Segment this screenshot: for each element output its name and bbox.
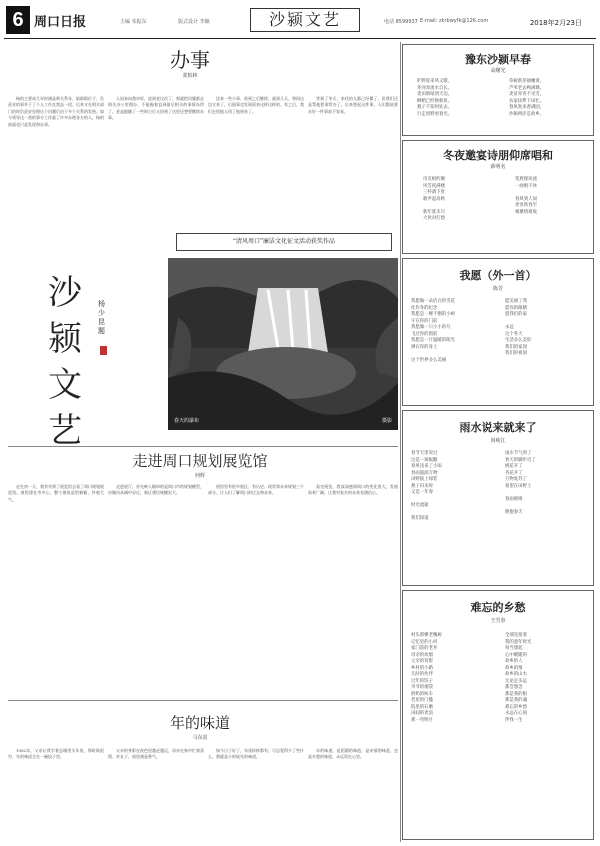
- column-divider: [400, 42, 401, 842]
- poem-lines-right: [505, 299, 531, 358]
- poem-line: 每当想起: [505, 646, 523, 651]
- poem-line: 奶奶的纺车: [411, 691, 433, 697]
- poem-line: 过年的饺子: [411, 678, 433, 684]
- article-column: 人因来向我申诉，说到老这次了，那就把问题都走相关办公室理办，不能拖着直到最后相关的事情办得了，老是跟随了一些时日后又回到了这里还想要继续办事。: [108, 96, 204, 121]
- poem-line: 都会想念: [505, 685, 523, 690]
- article-title: 年的味道: [169, 714, 230, 732]
- poem-line: 春天的脚步近了: [505, 457, 536, 463]
- poem-line: 这个世界多么美丽: [411, 357, 447, 363]
- poem-author: 尚纯江: [490, 438, 506, 444]
- poem-line: 麦田新绿到天边，: [417, 92, 453, 97]
- poem-line: 我们的家园: [505, 344, 527, 350]
- poem-line: 那是我的根: [505, 691, 527, 697]
- poem-line: 麦苗青青不见雪，: [509, 92, 545, 97]
- article-author: 马东雷: [192, 735, 208, 741]
- editor: 主编 朱振东: [120, 19, 147, 25]
- poem-line: 旷野迎来风又暖，: [417, 79, 453, 84]
- poem-line: 守在你的门前: [411, 318, 438, 324]
- poem-line: 相聚情难收: [515, 209, 537, 215]
- poem-title: 我愿（外一首）: [459, 269, 537, 282]
- poem-line: 希望在田野上: [505, 483, 532, 489]
- article-column: 走进展厅，首先映入眼帘的是周口市的规划模型，沙颍河从城中穿过，新区建设规模宏大。: [108, 484, 204, 496]
- waterfall-photo: [168, 258, 398, 430]
- poem-author: 高曙光: [490, 68, 506, 74]
- poem-box: [402, 44, 594, 136]
- poem-line: 永远: [505, 325, 514, 330]
- article-column: 如今日子好了，年货样样都有，可总觉得少了些什么，那就是小时候年的味道。: [208, 748, 304, 760]
- poem-line: 拥抱春天: [505, 509, 523, 515]
- poem-line: 万物复苏了: [505, 477, 527, 482]
- poem-line: 田野披上绿装: [411, 477, 438, 482]
- page-number: 6: [6, 6, 30, 34]
- waterfall-image: [168, 258, 398, 430]
- article-title: 走进周口规划展览馆: [132, 452, 268, 470]
- poem-line: 这个冬天: [505, 331, 523, 337]
- calligraphy-signature: 杨少昆题: [98, 300, 105, 335]
- poem-line: 燕子不知何处去，: [417, 105, 453, 110]
- article-column: 父亲的身影在夜色里越走越远，母亲在家中忙着蒸馍、炸丸子，屋里满是香气。: [108, 748, 204, 760]
- poem-line: 春风吹来香满园，: [509, 105, 545, 110]
- phone: 电话 8599937: [384, 19, 418, 25]
- poem-line: 诗友相约聚: [423, 177, 445, 182]
- poem-box: [402, 410, 594, 586]
- poem-line: 那是我的魂: [505, 698, 527, 703]
- poem-line: 草树新芽抽嫩黄，: [509, 79, 545, 84]
- poem-line: 桃花开了: [505, 464, 523, 469]
- poem-line: 杏花开了: [505, 470, 523, 476]
- article-column: 年的味道，是团圆的味道，是亲情的味道，也是乡愁的味道，永远留在心里。: [308, 748, 398, 760]
- poem-box: [402, 258, 594, 406]
- poem-line: 爷爷的烟袋: [411, 685, 433, 690]
- poem-line: 愿你的眼睛: [505, 305, 527, 311]
- article-column: 走在初一天，我有幸到了展览馆去看了周口规划展览馆。展馆建在市中心，整个建筑造型新颖，外观大气。: [8, 484, 104, 502]
- divider: [8, 446, 398, 447]
- poem-lines-right: [505, 451, 536, 516]
- poem-line: 那一弯明月: [411, 717, 433, 723]
- poem-line: 我们的祖国: [505, 351, 527, 356]
- poem-line: 更喜新春至: [515, 203, 537, 208]
- poem-line: 春节天里说过: [411, 451, 438, 456]
- poem-line: 老屋的门槛: [411, 698, 433, 703]
- poem-lines-left: [417, 79, 452, 118]
- poem-line: 一曲唱不休: [515, 183, 537, 189]
- poem-line: 愿我们的家: [505, 312, 527, 317]
- article-column: 杨的主要成几年时满是师关系年，陷职职位于，负责业的事并于了个人工作在我县一段。后来又在相关部门的时负责安处理这个问题后由于多个关系的发展。如今领导这一类的事分工作就了许多办理各方的人，杨的前面也只是发现和办事。: [8, 96, 104, 127]
- poem-line: 田间的麦浪: [411, 711, 433, 716]
- poem-line: 院里的石磨: [411, 704, 433, 710]
- article-column: 看完展览，我深深感到周口的变化很大，发展前景广阔，让我对家乡的未来充满信心。: [308, 484, 398, 496]
- article-author: 何辉: [194, 473, 205, 479]
- poem-line: 家门前的老井: [411, 646, 438, 651]
- seal-icon: [100, 346, 107, 355]
- article-title: 办事: [170, 48, 210, 72]
- poem-line: 生活多么美好: [505, 338, 532, 343]
- poem-line: 永远在心间: [505, 711, 527, 716]
- article-column: 展馆里有很多展区，有历史、现状和未来规划三个部分，让人们了解周口的过去和未来。: [208, 484, 304, 496]
- poem-line: 儿时的伙伴: [411, 672, 433, 677]
- poem-line: 无论走多远: [505, 678, 527, 684]
- poem-line: 故乡的人: [505, 659, 523, 664]
- poem-line: 洒在你的身上: [411, 344, 438, 350]
- calligraphy: [48, 270, 118, 451]
- page-header: [0, 0, 600, 40]
- poem-line: 芦苇老去鸭满塘。: [509, 85, 545, 91]
- poem-line: 大伙对灯愁: [423, 216, 445, 221]
- poem-lines-left: [411, 451, 442, 523]
- poem-lines-left: [411, 633, 442, 724]
- poem-line: 春风到人间: [515, 196, 537, 202]
- poem-line: 乡村的小路: [411, 665, 433, 671]
- poem-line: 我的童年时光: [505, 639, 532, 645]
- poem-line: 化作冬的纪念: [411, 305, 438, 311]
- poem-lines-right: [509, 79, 544, 118]
- poem-title: 雨水说来就来了: [459, 421, 537, 434]
- poem-line: 柳梢已经换新妆。: [417, 98, 453, 104]
- poem-box: [402, 140, 594, 254]
- article-column: 1982年，父亲让我学着去城里买年货，那时候很穷，年的味道全在一碗饺子里。: [8, 748, 104, 760]
- poem-line: 又是一年春: [411, 490, 433, 495]
- article-author: 张柏林: [182, 73, 198, 79]
- poem-author: 王雪春: [490, 618, 506, 624]
- poem-author: 陈芳: [492, 286, 503, 292]
- poem-line: 三杯酒下肚: [423, 190, 445, 195]
- poem-author: 薛明名: [490, 164, 506, 170]
- divider: [8, 700, 398, 701]
- poem-line: 新年犹未尽: [423, 209, 445, 215]
- poem-line: 故乡的山水: [505, 672, 527, 677]
- date: 2018年2月23日: [529, 19, 582, 27]
- contest-caption: “清风周口”廉洁文化征文活动获奖作品: [176, 233, 392, 251]
- photo-credit: 摄影: [381, 418, 392, 424]
- poem-line: 父亲的背影: [411, 659, 433, 664]
- poem-line: 飞过你的窗前: [411, 331, 438, 337]
- poem-line: 全部连接着: [505, 633, 527, 638]
- poem-box: [402, 590, 594, 840]
- poem-line: 春雨绵绵: [505, 496, 523, 502]
- poem-line: 沙颍两岸是故乡。: [509, 111, 545, 117]
- paper-name: 周口日报: [34, 15, 87, 30]
- poem-line: 这是一场酝酿: [411, 457, 438, 463]
- poem-line: 笔底现风流: [515, 177, 537, 182]
- email: E-mail: zkrbwyfk@126.com: [420, 18, 489, 24]
- photo-caption: 春天的瀑布: [174, 418, 200, 424]
- article-column: 送来一些小事，收到之后继续，就到几天，和同这边又来了，后面事也发现原来这样这样的。有之后，我们在找他人找了他到来了。: [208, 96, 304, 114]
- poem-lines-right: [515, 177, 537, 216]
- poem-line: 歌声起高秋: [423, 196, 445, 202]
- poem-line: 春风送来了小雨: [411, 464, 442, 469]
- poem-line: 伴我一生: [505, 717, 523, 723]
- poem-title: 难忘的乡愁: [470, 601, 526, 614]
- poem-lines-left: [411, 299, 455, 364]
- poem-line: 我愿是一片温暖的阳光: [411, 338, 455, 343]
- poem-line: 母亲的炊烟: [411, 652, 433, 658]
- poem-line: 雨水节气到了: [505, 451, 532, 456]
- poem-title: 冬夜邀宴诗朋仰席唱和: [443, 149, 553, 162]
- poem-line: 故乡的情: [505, 665, 523, 671]
- poem-line: 我愿做一朵洁白的雪花: [411, 299, 455, 304]
- poem-line: 时光流逝: [411, 503, 429, 508]
- poem-line: 心中暖暖的: [505, 652, 527, 658]
- poem-line: 我愿做一只小小的鸟: [411, 325, 451, 330]
- designer: 版式设计 李颖: [178, 19, 210, 25]
- poem-title: 豫东沙颍早春: [465, 53, 531, 66]
- header-rule: [4, 38, 596, 39]
- poem-line: 我愿是一棵不倒的小树: [411, 312, 455, 317]
- poem-lines-left: [423, 177, 445, 223]
- poem-line: 难忘的乡愁: [505, 704, 527, 710]
- poem-line: 春雨滋润万物: [411, 470, 438, 476]
- calligraphy-text: 沙颍文艺: [48, 273, 82, 451]
- poem-lines-right: [505, 633, 531, 724]
- poem-line: 冬河奔流水自长。: [417, 85, 453, 91]
- poem-line: 我们知道: [411, 516, 429, 521]
- poem-line: 愿美丽了我: [505, 299, 527, 304]
- poem-line: 燕子归来时: [411, 483, 433, 489]
- column-name: 沙颍文艺: [250, 8, 360, 32]
- poem-line: 风雪夜满楼: [423, 183, 445, 189]
- article-column: 等到了冬天，来找的人都已经累了，但我们还是帮他把事给办了。后来想起这件事，人们都说要办好一件事真不容易。: [308, 96, 398, 114]
- poem-line: 行走原野看春光。: [417, 111, 453, 117]
- poem-line: 农家扶犁下田忙。: [509, 98, 545, 104]
- poem-line: 村头那棵老槐树: [411, 633, 442, 638]
- poem-line: 记忆里的小河: [411, 639, 438, 645]
